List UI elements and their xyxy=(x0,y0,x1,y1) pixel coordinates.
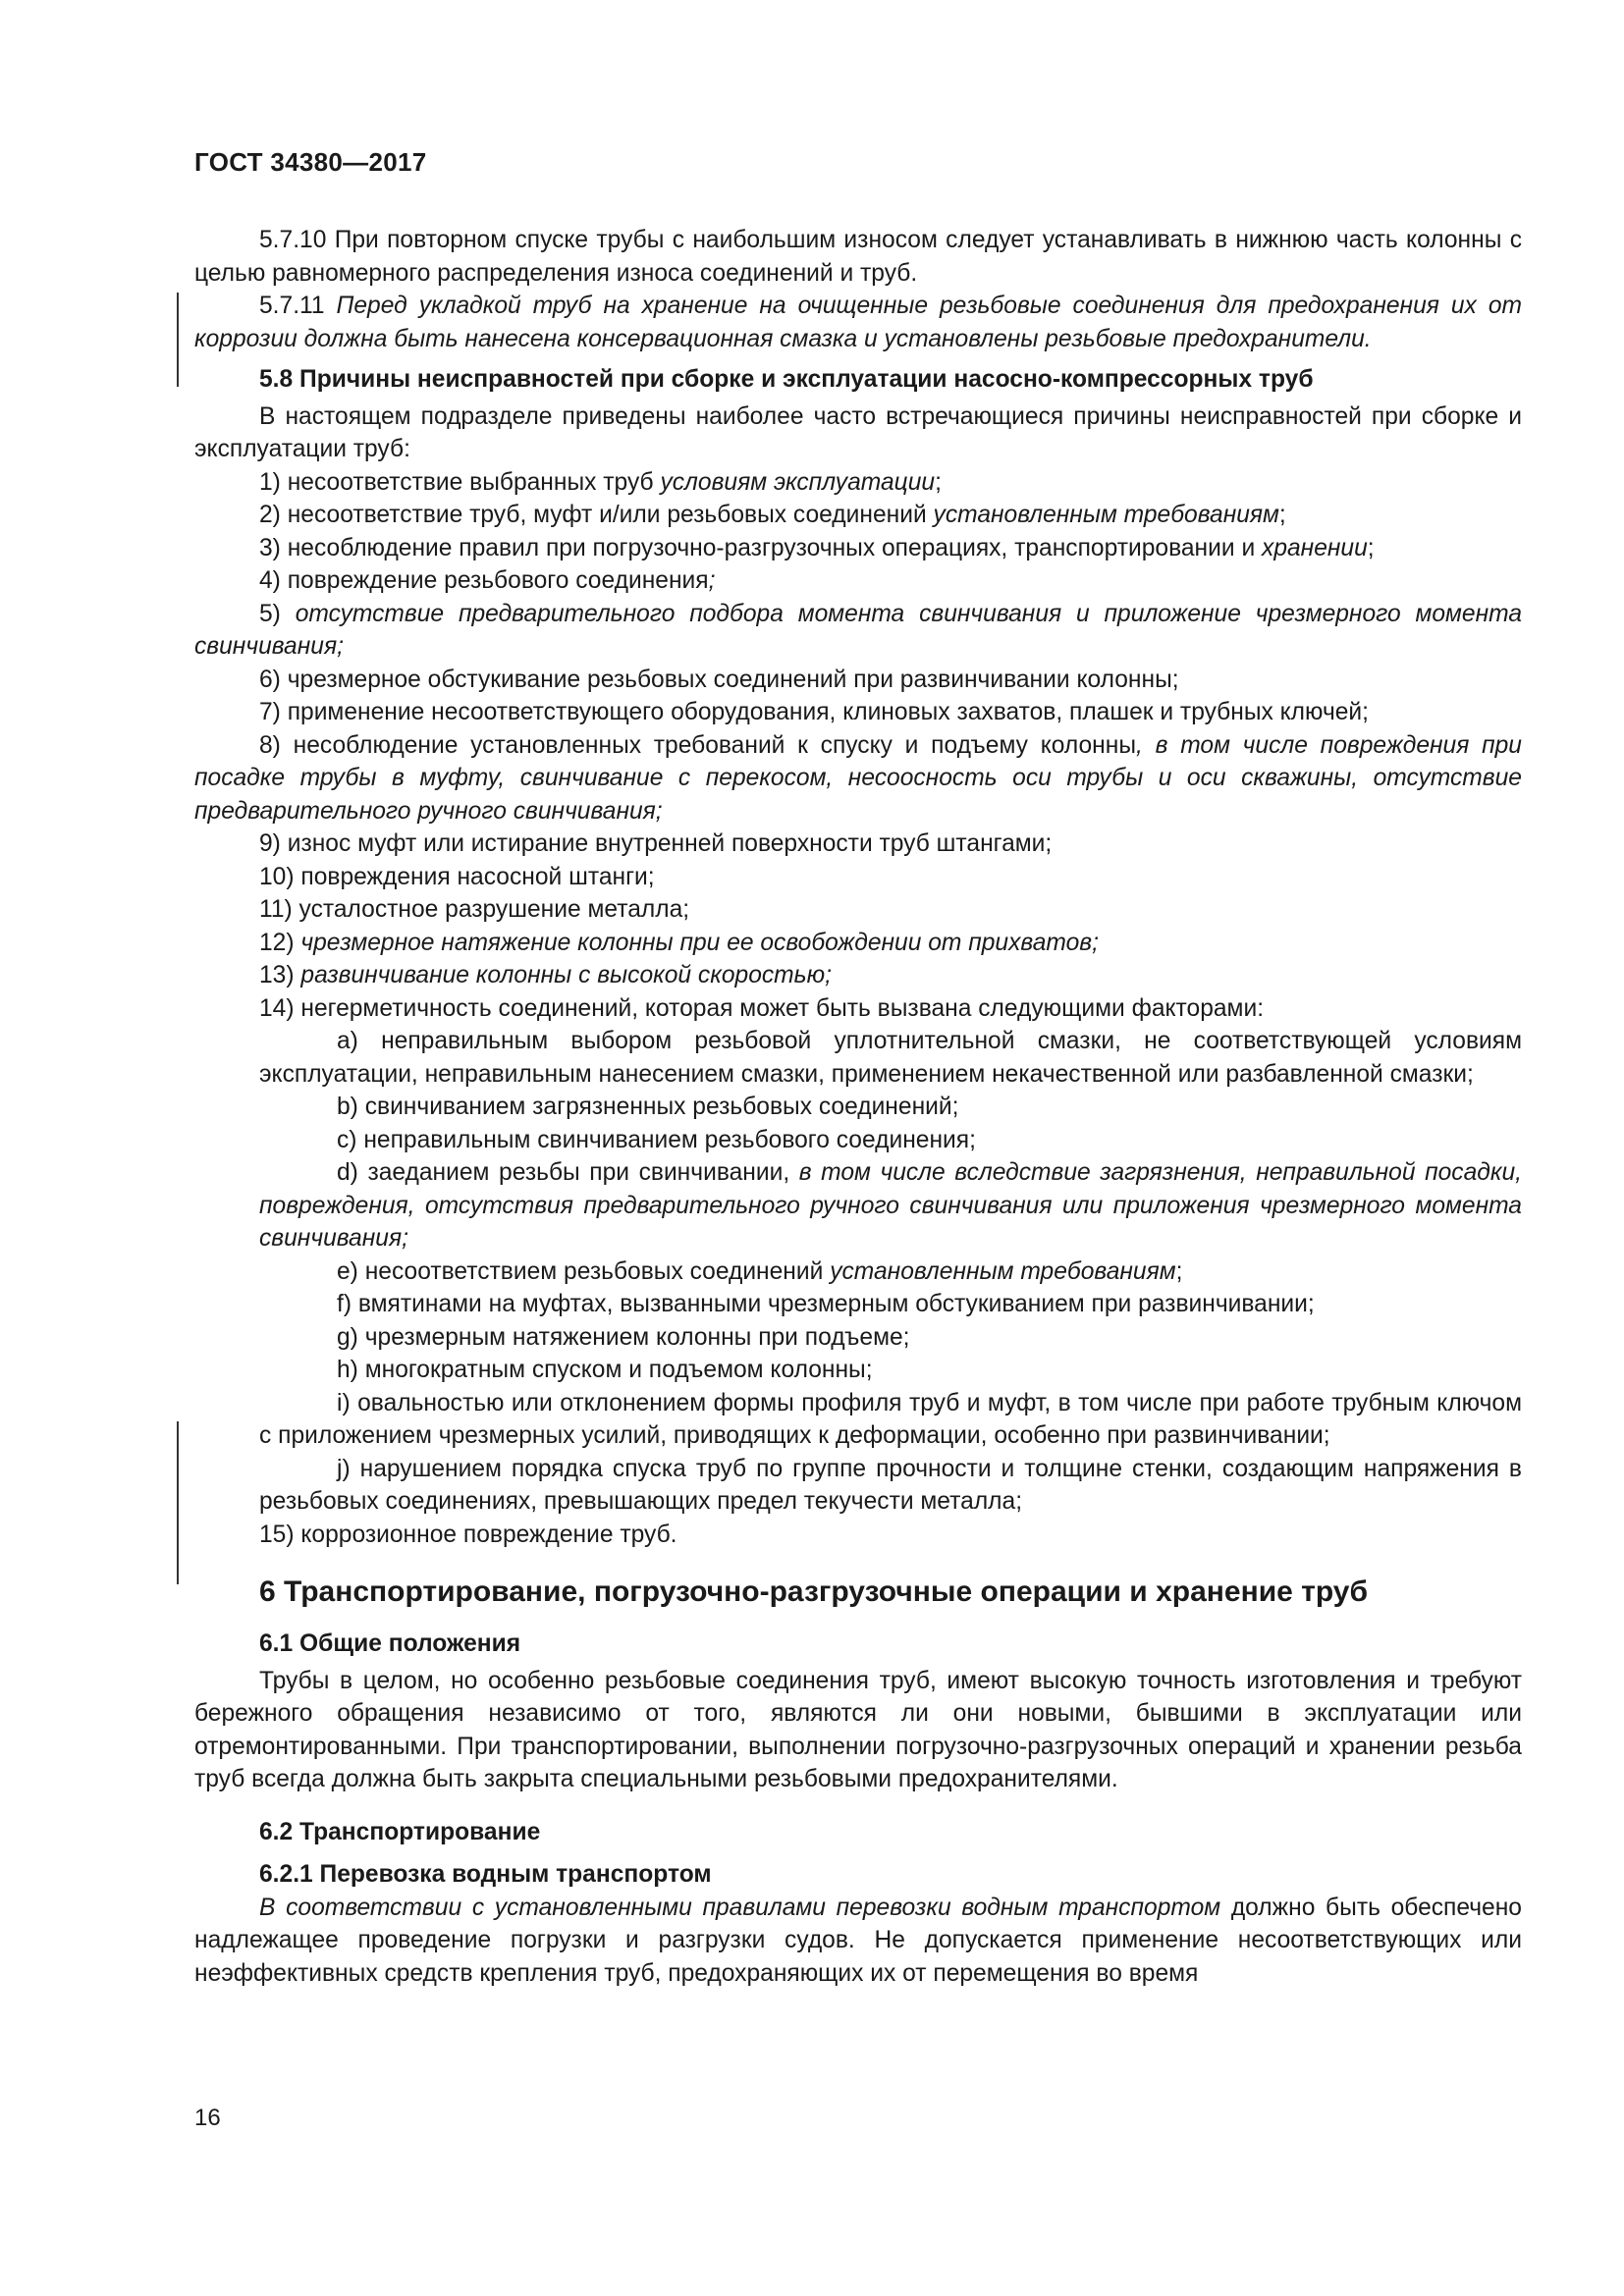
list-item-10: 10) повреждения насосной штанги; xyxy=(259,863,655,890)
section-6-1-title: 6.1 Общие положения xyxy=(259,1630,521,1657)
list-item-4: 4) повреждение резьбового соединения; xyxy=(259,567,716,594)
section-6-1-text: Трубы в целом, но особенно резьбовые соединения труб, имеют высокую точность изготовления и требуют бережного обращения независимо от того, являются ли они новыми, бывшими в эксплуатации или отремонтированными. При транспортировании, выполнении погрузочно-разгрузочных операций и хранении резьба труб всегда должна быть закрыта специальными резьбовыми предохранителями. xyxy=(194,1667,1522,1792)
list-item-3: 3) несоблюдение правил при погрузочно-разгрузочных операциях, транспортировании и хранении; xyxy=(259,534,1375,561)
list-item-1: 1) несоответствие выбранных труб условиям эксплуатации; xyxy=(259,468,942,496)
list-item-15: 15) коррозионное повреждение труб. xyxy=(259,1521,677,1548)
sub-item-j: j) нарушением порядка спуска труб по группе прочности и толщине стенки, создающим напряжения в резьбовых соединениях, превышающих предел текучести металла; xyxy=(259,1455,1522,1515)
sub-item-f: f) вмятинами на муфтах, вызванными чрезмерным обстукиванием при развинчивании; xyxy=(337,1291,1315,1317)
sub-item-d: d) заеданием резьбы при свинчивании, в том числе вследствие загрязнения, неправильной посадки, повреждения, отсутствия предварительного ручного свинчивания или приложения чрезмерного момента свинчивания; xyxy=(259,1159,1522,1252)
sub-item-g: g) чрезмерным натяжением колонны при подъеме; xyxy=(337,1323,910,1351)
list-item-13: 13) развинчивание колонны с высокой скоростью; xyxy=(259,962,832,988)
sub-item-a: a) неправильным выбором резьбовой уплотнительной смазки, не соответствующей условиям эксплуатации, неправильным нанесением смазки, применением некачественной или разбавленной смазки; xyxy=(259,1028,1522,1088)
paragraph-5-7-11: 5.7.11 Перед укладкой труб на хранение на очищенные резьбовые соединения для предохранения их от коррозии должна быть нанесена консервационная смазка и установлены резьбовые предохранители. xyxy=(194,293,1522,352)
section-6-2-1-title: 6.2.1 Перевозка водным транспортом xyxy=(259,1861,712,1888)
sub-item-c: c) неправильным свинчиванием резьбового соединения; xyxy=(337,1126,976,1153)
change-bar xyxy=(177,293,179,387)
page-number: 16 xyxy=(194,2105,221,2131)
list-item-12: 12) чрезмерное натяжение колонны при ее освобождении от прихватов; xyxy=(259,929,1099,956)
section-6-title: 6 Транспортирование, погрузочно-разгрузочные операции и хранение труб xyxy=(259,1575,1368,1608)
list-item-11: 11) усталостное разрушение металла; xyxy=(259,896,690,923)
list-item-8: 8) несоблюдение установленных требований к спуску и подъему колонны, в том числе повреждения при посадке трубы в муфту, свинчивание с перекосом, несоосность оси трубы и оси скважины, отсутствие предварительного ручного свинчивания; xyxy=(194,731,1522,825)
sub-item-i: i) овальностью или отклонением формы профиля труб и муфт, в том числе при работе трубным ключом с приложением чрезмерных усилий, приводящих к деформации, особенно при развинчивании; xyxy=(259,1389,1522,1449)
change-bar xyxy=(177,1421,179,1584)
paragraph-5-7-10: 5.7.10 При повторном спуске трубы с наибольшим износом следует устанавливать в нижнюю часть колонны с целью равномерного распределения износа соединений и труб. xyxy=(194,227,1522,287)
section-5-8-intro: В настоящем подразделе приведены наиболее часто встречающиеся причины неисправностей при сборке и эксплуатации труб: xyxy=(194,402,1522,462)
section-5-8-title: 5.8 Причины неисправностей при сборке и эксплуатации насосно-компрессорных труб xyxy=(259,366,1314,393)
document-header: ГОСТ 34380—2017 xyxy=(194,147,427,177)
document-body xyxy=(194,224,1522,1990)
list-item-7: 7) применение несоответствующего оборудования, клиновых захватов, плашек и трубных ключей; xyxy=(259,699,1370,725)
list-item-2: 2) несоответствие труб, муфт и/или резьбовых соединений установленным требованиям; xyxy=(259,502,1286,528)
list-item-6: 6) чрезмерное обстукивание резьбовых соединений при развинчивании колонны; xyxy=(259,666,1179,693)
sub-item-h: h) многократным спуском и подъемом колонны; xyxy=(337,1357,873,1383)
section-6-2-1-text: В соответствии с установленными правилами перевозки водным транспортом должно быть обеспечено надлежащее проведение погрузки и разгрузки судов. Не допускается применение несоответствующих или неэффективных средств крепления труб, предохраняющих их от перемещения во время xyxy=(194,1894,1522,1987)
section-6-2-title: 6.2 Транспортирование xyxy=(259,1818,541,1845)
list-item-14: 14) негерметичность соединений, которая может быть вызвана следующими факторами: xyxy=(259,994,1265,1022)
sub-item-b: b) свинчиванием загрязненных резьбовых соединений; xyxy=(337,1094,959,1120)
list-item-5: 5) отсутствие предварительного подбора момента свинчивания и приложение чрезмерного момента свинчивания; xyxy=(194,600,1523,660)
list-item-9: 9) износ муфт или истирание внутренней поверхности труб штангами; xyxy=(259,830,1053,857)
sub-item-e: e) несоответствием резьбовых соединений установленным требованиям; xyxy=(337,1257,1183,1285)
